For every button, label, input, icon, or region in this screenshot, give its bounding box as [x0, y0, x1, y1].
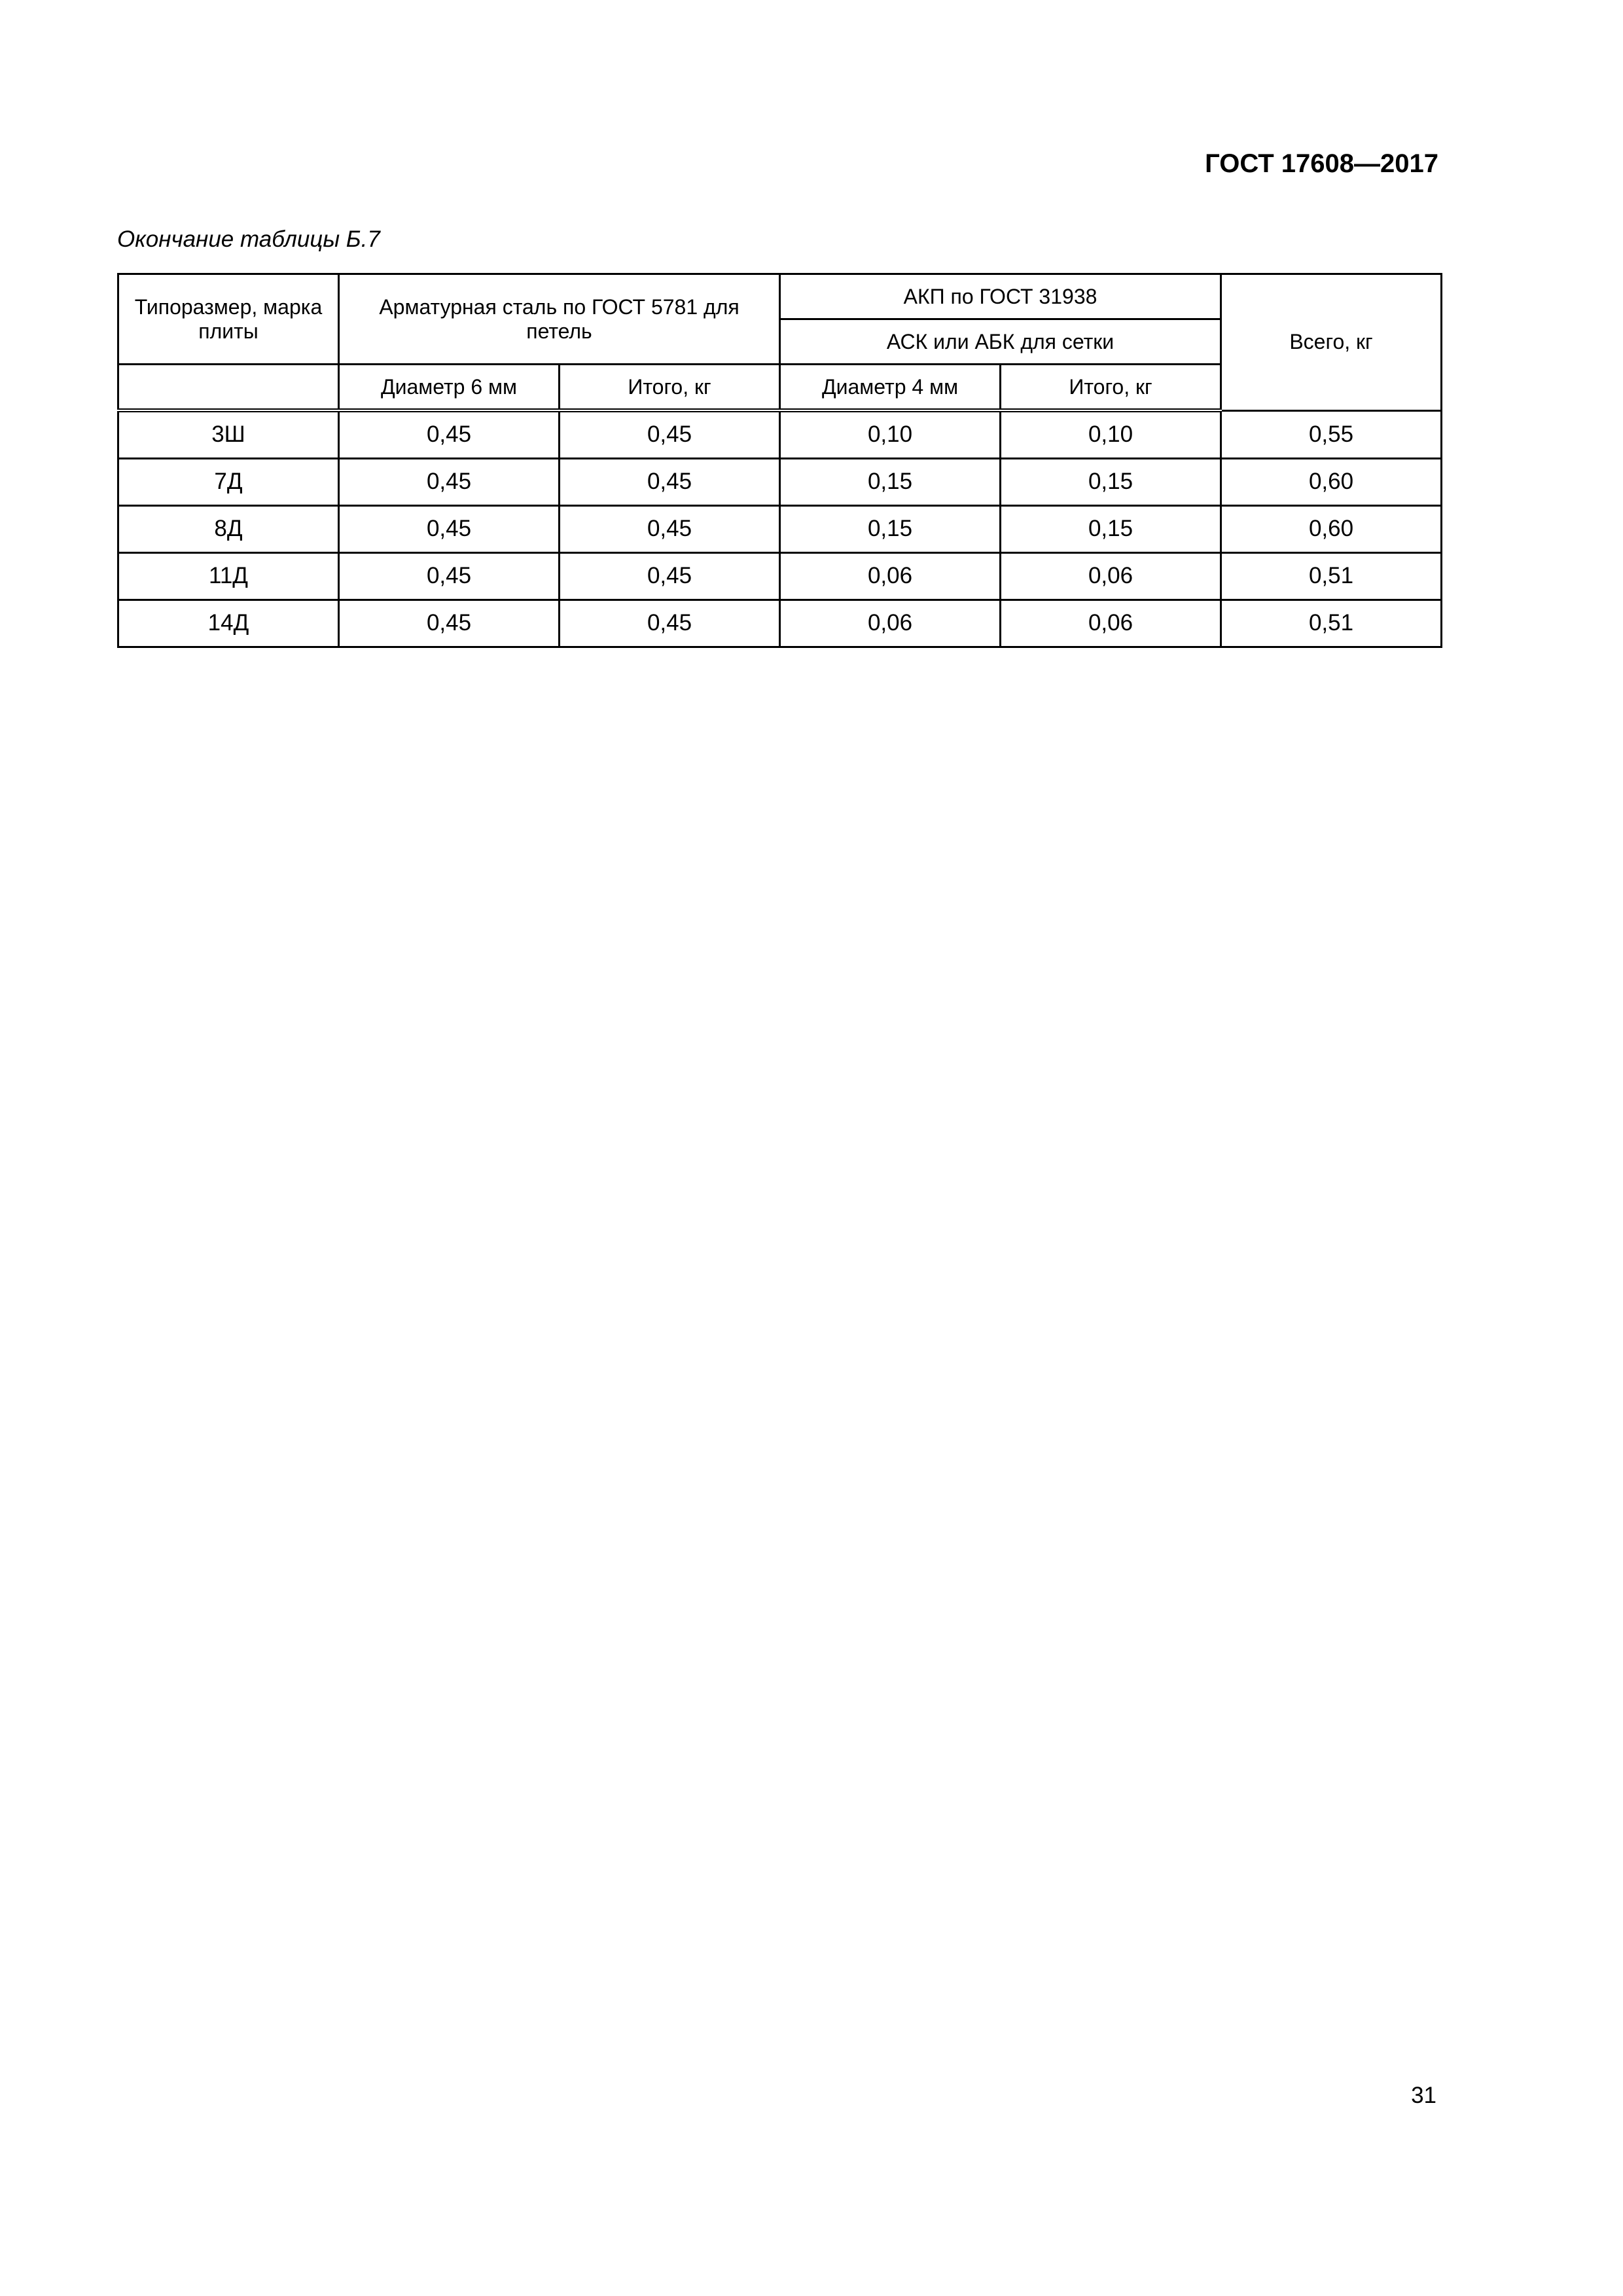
cell-total: 0,51 — [1221, 553, 1442, 600]
cell-subtotal-mesh: 0,10 — [1001, 410, 1221, 459]
table-row — [118, 553, 1442, 600]
cell-total: 0,60 — [1221, 459, 1442, 506]
cell-type-size: 7Д — [118, 459, 339, 506]
header-akp-group: АКП по ГОСТ 31938 — [780, 274, 1221, 319]
cell-diameter-6: 0,45 — [339, 506, 560, 553]
cell-subtotal-rebar: 0,45 — [560, 553, 780, 600]
cell-type-size: 8Д — [118, 506, 339, 553]
header-type-size: Типоразмер, марка плиты — [118, 274, 339, 365]
cell-subtotal-rebar: 0,45 — [560, 410, 780, 459]
cell-type-size: 3Ш — [118, 410, 339, 459]
cell-total: 0,60 — [1221, 506, 1442, 553]
header-diameter-4: Диаметр 4 мм — [780, 365, 1001, 411]
cell-subtotal-mesh: 0,06 — [1001, 600, 1221, 647]
table-header — [118, 274, 1442, 411]
cell-diameter-4: 0,10 — [780, 410, 1001, 459]
header-diameter-6: Диаметр 6 мм — [339, 365, 560, 411]
cell-total: 0,51 — [1221, 600, 1442, 647]
cell-diameter-4: 0,06 — [780, 600, 1001, 647]
header-ask-group: АСК или АБК для сетки — [780, 319, 1221, 365]
header-rebar-group: Арматурная сталь по ГОСТ 5781 для петель — [339, 274, 780, 365]
cell-subtotal-rebar: 0,45 — [560, 600, 780, 647]
cell-diameter-6: 0,45 — [339, 553, 560, 600]
cell-total: 0,55 — [1221, 410, 1442, 459]
page-number: 31 — [1411, 2083, 1436, 2108]
cell-diameter-6: 0,45 — [339, 459, 560, 506]
table-row — [118, 506, 1442, 553]
document-code: ГОСТ 17608—2017 — [1205, 149, 1438, 178]
cell-type-size: 11Д — [118, 553, 339, 600]
cell-type-size: 14Д — [118, 600, 339, 647]
cell-subtotal-mesh: 0,15 — [1001, 506, 1221, 553]
cell-subtotal-mesh: 0,15 — [1001, 459, 1221, 506]
cell-diameter-6: 0,45 — [339, 600, 560, 647]
table-row — [118, 459, 1442, 506]
cell-diameter-4: 0,06 — [780, 553, 1001, 600]
data-table — [117, 273, 1442, 648]
table-caption: Окончание таблицы Б.7 — [117, 226, 380, 252]
header-subtotal-mesh: Итого, кг — [1001, 365, 1221, 411]
cell-diameter-6: 0,45 — [339, 410, 560, 459]
cell-subtotal-rebar: 0,45 — [560, 459, 780, 506]
header-total: Всего, кг — [1221, 274, 1442, 411]
table-body — [118, 410, 1442, 647]
cell-subtotal-rebar: 0,45 — [560, 506, 780, 553]
table-row — [118, 600, 1442, 647]
cell-subtotal-mesh: 0,06 — [1001, 553, 1221, 600]
cell-diameter-4: 0,15 — [780, 459, 1001, 506]
header-subtotal-rebar: Итого, кг — [560, 365, 780, 411]
table-row — [118, 410, 1442, 459]
cell-diameter-4: 0,15 — [780, 506, 1001, 553]
header-empty — [118, 365, 339, 411]
